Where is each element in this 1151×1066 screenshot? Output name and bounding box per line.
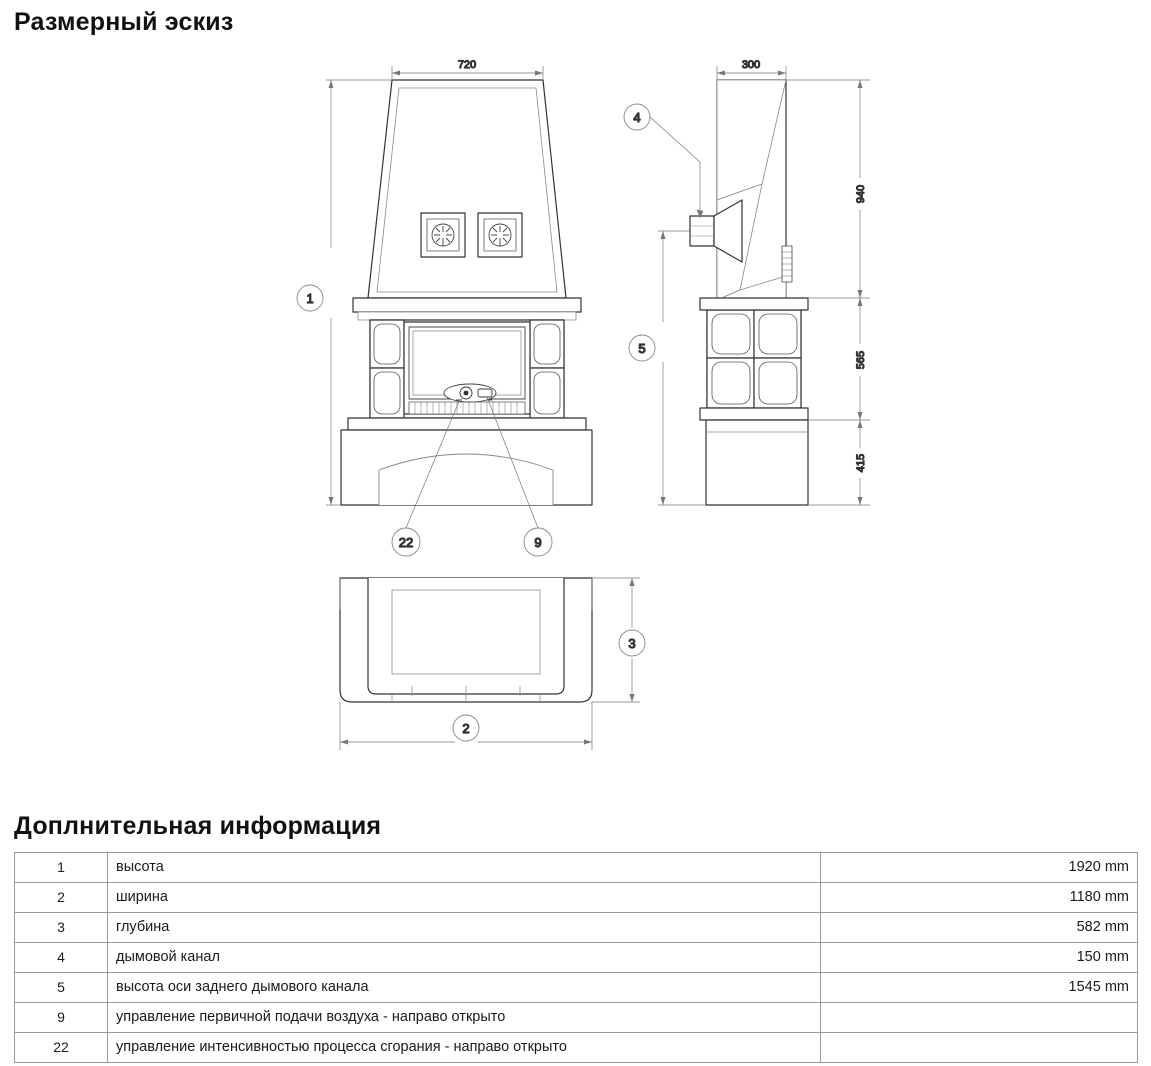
row-description: высота — [108, 853, 821, 883]
callout-1-label: 1 — [306, 291, 314, 306]
callout-4-leader — [650, 117, 704, 218]
table-row — [15, 973, 1138, 1003]
callout-22-label: 22 — [398, 535, 414, 550]
table-row — [15, 1033, 1138, 1063]
row-index: 9 — [15, 1003, 108, 1033]
row-value: 150 mm — [821, 943, 1138, 973]
technical-drawing — [0, 50, 1151, 790]
callout-2-label: 2 — [462, 721, 470, 736]
table-row — [15, 943, 1138, 973]
dimension-side-flue-axis — [658, 231, 706, 505]
dimension-label-side-depth: 300 — [741, 59, 761, 71]
row-description: ширина — [108, 883, 821, 913]
info-table-body — [15, 853, 1138, 1063]
row-index: 22 — [15, 1033, 108, 1063]
row-description: глубина — [108, 913, 821, 943]
row-index: 3 — [15, 913, 108, 943]
row-description: управление первичной подачи воздуха - направо открыто — [108, 1003, 821, 1033]
dimension-label-940: 940 — [855, 184, 867, 204]
row-description: высота оси заднего дымового канала — [108, 973, 821, 1003]
table-row — [15, 883, 1138, 913]
callout-9-label: 9 — [534, 535, 542, 550]
dimension-label-565: 565 — [855, 350, 867, 370]
dimension-label-front-width: 720 — [457, 59, 477, 71]
row-index: 4 — [15, 943, 108, 973]
side-view — [690, 80, 808, 505]
row-index: 1 — [15, 853, 108, 883]
top-view — [340, 578, 592, 702]
drawing-svg — [0, 50, 1151, 790]
callout-5-label: 5 — [638, 341, 646, 356]
section-title-additional-info: Доплнительная информация — [14, 812, 382, 840]
callout-3-label: 3 — [628, 636, 636, 651]
row-index: 5 — [15, 973, 108, 1003]
table-row — [15, 913, 1138, 943]
row-value: 582 mm — [821, 913, 1138, 943]
row-value — [821, 1003, 1138, 1033]
row-description: управление интенсивностью процесса сгорания - направо открыто — [108, 1033, 821, 1063]
front-view — [341, 80, 592, 505]
callout-4-label: 4 — [633, 110, 641, 125]
row-value: 1180 mm — [821, 883, 1138, 913]
dimension-label-415: 415 — [855, 453, 867, 473]
row-value — [821, 1033, 1138, 1063]
row-value: 1545 mm — [821, 973, 1138, 1003]
table-row — [15, 853, 1138, 883]
row-value: 1920 mm — [821, 853, 1138, 883]
table-row — [15, 1003, 1138, 1033]
additional-info-table — [14, 852, 1138, 1063]
row-description: дымовой канал — [108, 943, 821, 973]
page-title-dimension-sketch: Размерный эскиз — [14, 8, 234, 36]
row-index: 2 — [15, 883, 108, 913]
